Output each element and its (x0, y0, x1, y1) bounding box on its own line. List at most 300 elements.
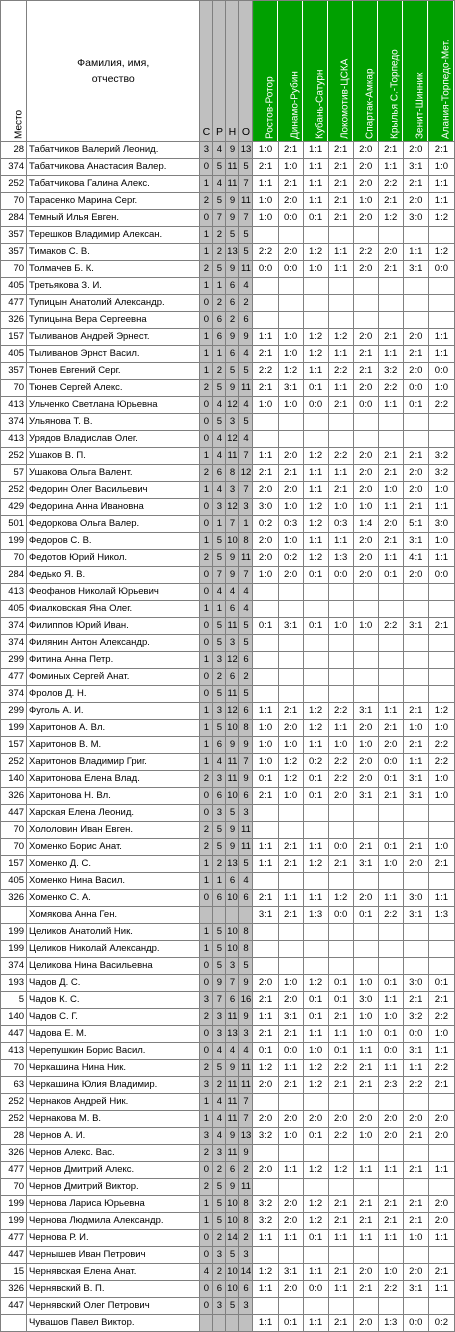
wins-cell: 3 (200, 1077, 213, 1094)
prediction-cell (403, 1247, 428, 1264)
wins-cell: 1 (200, 856, 213, 873)
participant-name: Черепушкин Борис Васил. (27, 1043, 200, 1060)
prediction-cell: 2:0 (403, 465, 428, 482)
prediction-cell: 3:1 (253, 907, 278, 924)
prediction-cell (403, 1094, 428, 1111)
place-cell: 199 (1, 533, 27, 550)
losses-cell: 5 (226, 1247, 239, 1264)
participant-name: Фролов Д. Н. (27, 686, 200, 703)
table-row (1, 873, 455, 890)
prediction-cell: 1:0 (278, 329, 303, 346)
prediction-cell: 1:1 (253, 839, 278, 856)
points-cell: 9 (239, 771, 253, 788)
prediction-cell: 3:1 (403, 533, 428, 550)
prediction-cell: 1:2 (303, 720, 328, 737)
prediction-cell: 1:0 (303, 261, 328, 278)
prediction-cell: 1:1 (378, 346, 403, 363)
prediction-cell: 1:1 (253, 856, 278, 873)
prediction-cell (278, 686, 303, 703)
table-row (1, 822, 455, 839)
draws-cell (213, 907, 226, 924)
table-row (1, 805, 455, 822)
prediction-cell (253, 601, 278, 618)
draws-cell: 5 (213, 720, 226, 737)
points-cell: 8 (239, 1213, 253, 1230)
draws-cell: 4 (213, 584, 226, 601)
prediction-cell: 1:0 (353, 1026, 378, 1043)
losses-cell: 2 (226, 312, 239, 329)
prediction-cell: 1:0 (328, 499, 353, 516)
prediction-cell: 1:1 (378, 890, 403, 907)
prediction-cell (328, 924, 353, 941)
table-row (1, 890, 455, 907)
prediction-cell: 1:0 (253, 567, 278, 584)
losses-cell: 11 (226, 159, 239, 176)
points-cell (239, 907, 253, 924)
prediction-cell: 2:0 (353, 482, 378, 499)
place-cell: 70 (1, 193, 27, 210)
losses-cell: 11 (226, 754, 239, 771)
prediction-cell: 1:1 (428, 1281, 454, 1298)
table-row (1, 1179, 455, 1196)
points-cell: 11 (239, 1060, 253, 1077)
draws-cell: 6 (213, 737, 226, 754)
prediction-cell (428, 414, 454, 431)
prediction-cell: 1:0 (278, 159, 303, 176)
prediction-cell: 0:0 (328, 567, 353, 584)
losses-cell: 6 (226, 992, 239, 1009)
table-body (1, 142, 455, 1332)
points-cell: 13 (239, 1128, 253, 1145)
losses-cell: 9 (226, 142, 239, 159)
participant-name: Харитонова Елена Влад. (27, 771, 200, 788)
prediction-cell (378, 1247, 403, 1264)
prediction-cell (278, 1145, 303, 1162)
points-cell: 2 (239, 295, 253, 312)
prediction-cell: 2:0 (428, 1128, 454, 1145)
participant-name: Хоменко Борис Анат. (27, 839, 200, 856)
place-cell: 326 (1, 788, 27, 805)
stat-header-wins: С (200, 1, 213, 142)
prediction-cell: 1:1 (303, 142, 328, 159)
draws-cell: 6 (213, 312, 226, 329)
prediction-cell (328, 669, 353, 686)
wins-cell: 1 (200, 720, 213, 737)
stat-header-losses: Н (226, 1, 239, 142)
table-row (1, 1247, 455, 1264)
draws-cell: 2 (213, 227, 226, 244)
losses-cell: 10 (226, 788, 239, 805)
draws-cell: 5 (213, 686, 226, 703)
prediction-cell: 0:0 (278, 210, 303, 227)
wins-cell: 0 (200, 312, 213, 329)
participant-name: Чернова Лариса Юрьевна (27, 1196, 200, 1213)
losses-cell: 6 (226, 278, 239, 295)
wins-cell: 0 (200, 397, 213, 414)
place-cell: 140 (1, 1009, 27, 1026)
prediction-cell: 0:1 (378, 567, 403, 584)
table-row (1, 482, 455, 499)
prediction-cell: 1:1 (303, 193, 328, 210)
draws-cell: 5 (213, 159, 226, 176)
prediction-cell: 2:1 (328, 1315, 353, 1332)
prediction-cell (403, 924, 428, 941)
prediction-cell: 3:1 (353, 703, 378, 720)
prediction-cell: 1:0 (428, 533, 454, 550)
prediction-cell (278, 414, 303, 431)
prediction-cell: 3:1 (278, 618, 303, 635)
losses-cell: 9 (226, 261, 239, 278)
prediction-cell: 2:2 (353, 244, 378, 261)
prediction-cell: 1:0 (403, 1230, 428, 1247)
prediction-cell (303, 686, 328, 703)
prediction-cell: 1:0 (353, 193, 378, 210)
match-header-4: Локомотив-ЦСКА (328, 1, 353, 142)
losses-cell: 3 (226, 958, 239, 975)
wins-cell: 0 (200, 295, 213, 312)
draws-cell: 2 (213, 1077, 226, 1094)
losses-cell: 11 (226, 1094, 239, 1111)
prediction-cell: 2:3 (378, 1077, 403, 1094)
wins-cell: 4 (200, 1264, 213, 1281)
prediction-cell (353, 635, 378, 652)
prediction-cell (253, 295, 278, 312)
points-cell: 5 (239, 958, 253, 975)
prediction-cell: 3:1 (278, 1264, 303, 1281)
prediction-cell: 0:1 (303, 380, 328, 397)
table-row (1, 1026, 455, 1043)
losses-cell: 11 (226, 686, 239, 703)
prediction-cell: 1:1 (278, 890, 303, 907)
prediction-cell: 2:1 (428, 1264, 454, 1281)
wins-cell: 2 (200, 1009, 213, 1026)
prediction-cell: 2:0 (353, 754, 378, 771)
participant-name: Ульянова Т. В. (27, 414, 200, 431)
prediction-cell (353, 686, 378, 703)
participant-name: Хололовин Иван Евген. (27, 822, 200, 839)
prediction-cell (278, 958, 303, 975)
prediction-cell (428, 312, 454, 329)
prediction-cell (303, 924, 328, 941)
prediction-cell (303, 822, 328, 839)
participant-name: Толмачев Б. К. (27, 261, 200, 278)
place-cell: 477 (1, 669, 27, 686)
draws-cell: 4 (213, 142, 226, 159)
prediction-cell: 2:0 (353, 176, 378, 193)
wins-cell: 2 (200, 1060, 213, 1077)
prediction-cell (353, 1298, 378, 1315)
prediction-cell (428, 1298, 454, 1315)
prediction-cell: 2:2 (328, 1060, 353, 1077)
table-row (1, 635, 455, 652)
losses-cell: 10 (226, 890, 239, 907)
losses-cell: 10 (226, 1196, 239, 1213)
prediction-cell: 1:2 (303, 448, 328, 465)
prediction-cell (403, 227, 428, 244)
prediction-cell: 2:2 (328, 703, 353, 720)
participant-name: Терешков Владимир Алексан. (27, 227, 200, 244)
wins-cell: 0 (200, 788, 213, 805)
place-cell: 252 (1, 176, 27, 193)
place-cell: 157 (1, 329, 27, 346)
prediction-cell: 1:0 (303, 1043, 328, 1060)
place-cell: 413 (1, 1043, 27, 1060)
prediction-cell: 2:1 (353, 363, 378, 380)
table-row (1, 618, 455, 635)
draws-cell: 4 (213, 397, 226, 414)
draws-cell: 3 (213, 805, 226, 822)
losses-cell: 12 (226, 431, 239, 448)
table-row (1, 1009, 455, 1026)
prediction-cell (328, 584, 353, 601)
participant-name: Хоменко Д. С. (27, 856, 200, 873)
participant-name: Чадов Д. С. (27, 975, 200, 992)
prediction-cell: 2:1 (353, 1060, 378, 1077)
prediction-cell: 0:0 (378, 1043, 403, 1060)
points-cell: 4 (239, 601, 253, 618)
prediction-cell: 2:0 (353, 533, 378, 550)
prediction-cell: 1:2 (303, 499, 328, 516)
prediction-cell: 0:1 (278, 1315, 303, 1332)
prediction-cell: 3:1 (403, 788, 428, 805)
prediction-cell: 2:0 (353, 1315, 378, 1332)
prediction-cell: 2:0 (353, 159, 378, 176)
table-row (1, 584, 455, 601)
place-cell: 357 (1, 244, 27, 261)
participant-name: Табатчикова Галина Алекс. (27, 176, 200, 193)
table-row (1, 1162, 455, 1179)
prediction-cell (328, 312, 353, 329)
prediction-cell (278, 1298, 303, 1315)
prediction-cell: 1:2 (303, 975, 328, 992)
place-cell: 374 (1, 958, 27, 975)
prediction-cell (253, 635, 278, 652)
losses-cell: 5 (226, 363, 239, 380)
prediction-cell: 0:1 (303, 788, 328, 805)
losses-cell: 9 (226, 822, 239, 839)
points-cell: 7 (239, 210, 253, 227)
prediction-cell: 1:0 (278, 346, 303, 363)
prediction-cell (303, 295, 328, 312)
prediction-cell (278, 1247, 303, 1264)
prediction-cell: 2:1 (253, 346, 278, 363)
prediction-cell (278, 295, 303, 312)
wins-cell: 2 (200, 839, 213, 856)
participant-name: Федоркова Ольга Валер. (27, 516, 200, 533)
place-cell: 405 (1, 278, 27, 295)
prediction-cell (303, 652, 328, 669)
prediction-cell (428, 958, 454, 975)
prediction-cell (328, 227, 353, 244)
wins-cell: 0 (200, 890, 213, 907)
participant-name: Федоров С. В. (27, 533, 200, 550)
prediction-cell (278, 941, 303, 958)
prediction-cell (378, 295, 403, 312)
place-cell: 326 (1, 312, 27, 329)
losses-cell: 5 (226, 1298, 239, 1315)
wins-cell: 2 (200, 771, 213, 788)
prediction-cell: 1:1 (428, 193, 454, 210)
prediction-cell (253, 652, 278, 669)
wins-cell: 0 (200, 618, 213, 635)
prediction-cell (328, 1298, 353, 1315)
participant-name: Чернов Дмитрий Алекс. (27, 1162, 200, 1179)
prediction-cell (403, 601, 428, 618)
prediction-cell: 2:0 (328, 788, 353, 805)
prediction-cell: 2:0 (353, 550, 378, 567)
draws-cell: 5 (213, 839, 226, 856)
prediction-cell (353, 414, 378, 431)
wins-cell: 1 (200, 482, 213, 499)
participant-name: Тюнев Сергей Алекс. (27, 380, 200, 397)
place-cell: 57 (1, 465, 27, 482)
losses-cell: 12 (226, 703, 239, 720)
prediction-cell: 2:0 (278, 720, 303, 737)
prediction-cell (253, 924, 278, 941)
name-header (27, 1, 200, 142)
prediction-cell: 1:0 (353, 499, 378, 516)
place-cell: 70 (1, 839, 27, 856)
place-cell: 447 (1, 1247, 27, 1264)
losses-cell: 9 (226, 567, 239, 584)
prediction-cell (428, 822, 454, 839)
prediction-cell: 2:1 (403, 448, 428, 465)
draws-cell: 2 (213, 363, 226, 380)
prediction-cell: 1:1 (378, 499, 403, 516)
prediction-cell (378, 1145, 403, 1162)
prediction-cell: 1:2 (328, 1162, 353, 1179)
prediction-cell (303, 1094, 328, 1111)
prediction-cell (428, 278, 454, 295)
prediction-cell (378, 635, 403, 652)
prediction-cell: 1:0 (278, 533, 303, 550)
draws-cell: 5 (213, 1060, 226, 1077)
draws-cell: 4 (213, 1094, 226, 1111)
prediction-cell (253, 941, 278, 958)
draws-cell: 4 (213, 431, 226, 448)
prediction-cell (303, 873, 328, 890)
wins-cell: 2 (200, 193, 213, 210)
participant-name: Фоминых Сергей Анат. (27, 669, 200, 686)
points-cell: 3 (239, 805, 253, 822)
prediction-cell (328, 873, 353, 890)
participant-name: Харитонов А. Вл. (27, 720, 200, 737)
prediction-cell: 1:1 (253, 1315, 278, 1332)
prediction-cell: 1:3 (328, 550, 353, 567)
points-cell: 5 (239, 363, 253, 380)
prediction-cell: 2:1 (278, 176, 303, 193)
wins-cell: 1 (200, 652, 213, 669)
prediction-cell: 2:0 (353, 210, 378, 227)
prediction-cell (253, 805, 278, 822)
prediction-cell: 1:1 (403, 244, 428, 261)
participant-name: Ульченко Светлана Юрьевна (27, 397, 200, 414)
prediction-cell: 3:1 (403, 771, 428, 788)
prediction-cell: 1:0 (253, 142, 278, 159)
prediction-cell (428, 601, 454, 618)
wins-cell: 0 (200, 567, 213, 584)
prediction-cell: 1:4 (353, 516, 378, 533)
points-cell: 7 (239, 1111, 253, 1128)
place-cell: 374 (1, 159, 27, 176)
prediction-cell (353, 1145, 378, 1162)
prediction-cell: 2:1 (328, 210, 353, 227)
prediction-cell: 0:1 (303, 771, 328, 788)
prediction-cell: 1:1 (253, 703, 278, 720)
prediction-cell (353, 278, 378, 295)
losses-cell: 11 (226, 618, 239, 635)
prediction-cell: 1:0 (253, 210, 278, 227)
wins-cell: 0 (200, 431, 213, 448)
participant-name: Чувашов Павел Виктор. (27, 1315, 200, 1332)
prediction-cell: 2:0 (378, 1111, 403, 1128)
place-cell: 157 (1, 737, 27, 754)
prediction-cell: 2:0 (403, 363, 428, 380)
table-row (1, 1213, 455, 1230)
losses-cell: 9 (226, 329, 239, 346)
prediction-cell: 2:0 (353, 261, 378, 278)
prediction-cell: 2:0 (428, 1213, 454, 1230)
prediction-cell: 0:1 (353, 907, 378, 924)
losses-cell: 13 (226, 244, 239, 261)
prediction-cell: 2:1 (378, 261, 403, 278)
prediction-cell: 2:0 (353, 329, 378, 346)
wins-cell: 1 (200, 1094, 213, 1111)
participant-name: Черкашина Нина Ник. (27, 1060, 200, 1077)
place-cell: 284 (1, 210, 27, 227)
prediction-cell: 2:1 (328, 1264, 353, 1281)
wins-cell: 0 (200, 499, 213, 516)
prediction-cell: 1:2 (278, 363, 303, 380)
prediction-cell: 2:1 (403, 1128, 428, 1145)
draws-cell: 5 (213, 618, 226, 635)
prediction-cell: 1:2 (303, 1196, 328, 1213)
prediction-cell: 1:0 (353, 618, 378, 635)
prediction-cell: 2:1 (328, 1213, 353, 1230)
table-row (1, 1060, 455, 1077)
prediction-cell: 1:1 (378, 1230, 403, 1247)
prediction-cell (428, 873, 454, 890)
prediction-cell (353, 1247, 378, 1264)
match-header-5: Спартак-Амкар (353, 1, 378, 142)
prediction-cell: 2:0 (278, 244, 303, 261)
losses-cell: 10 (226, 941, 239, 958)
draws-cell: 5 (213, 193, 226, 210)
place-cell: 199 (1, 1213, 27, 1230)
wins-cell: 2 (200, 1179, 213, 1196)
prediction-cell: 1:2 (253, 1060, 278, 1077)
prediction-cell: 0:1 (253, 771, 278, 788)
prediction-cell (353, 669, 378, 686)
prediction-cell: 1:1 (303, 465, 328, 482)
participant-name: Целиков Анатолий Ник. (27, 924, 200, 941)
wins-cell: 1 (200, 873, 213, 890)
prediction-cell: 1:1 (353, 1043, 378, 1060)
participant-name: Тупицына Вера Сергеевна (27, 312, 200, 329)
prediction-cell: 1:2 (278, 771, 303, 788)
wins-cell: 1 (200, 924, 213, 941)
table-row (1, 839, 455, 856)
prediction-cell: 1:2 (303, 1077, 328, 1094)
prediction-cell: 1:0 (353, 737, 378, 754)
prediction-cell: 2:0 (278, 1213, 303, 1230)
prediction-cell (303, 941, 328, 958)
participant-name: Целиков Николай Александр. (27, 941, 200, 958)
participant-name: Хоменко Нина Васил. (27, 873, 200, 890)
prediction-cell (378, 431, 403, 448)
prediction-cell (353, 805, 378, 822)
prediction-cell (403, 414, 428, 431)
